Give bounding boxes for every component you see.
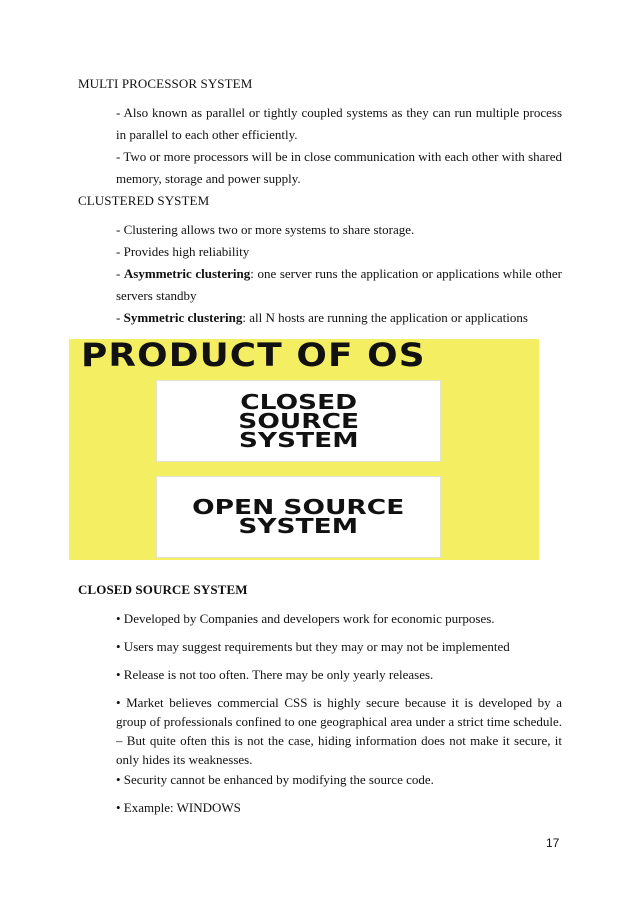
item-text: Provides high reliability	[123, 244, 250, 259]
open-source-box	[156, 476, 441, 558]
closed-source-bullet-4: • Market believes commercial CSS is highly secure because it is developed by a group of professionals confined to one geographical area under a strict time schedule. – But quite often this is not the case, hiding information does not make it secure, it only hides its weaknesses.	[116, 695, 562, 767]
box1-line-3: SYSTEM	[238, 427, 359, 452]
clustered-item-1	[116, 219, 562, 241]
clustered-item-4	[116, 307, 562, 329]
item-text: Clustering allows two or more systems to share storage.	[123, 222, 415, 237]
section-heading-closed-source: CLOSED SOURCE SYSTEM	[78, 582, 248, 597]
item-prefix: -	[116, 244, 124, 259]
closed-source-bullet-5: • Security cannot be enhanced by modifying the source code.	[116, 772, 434, 787]
closed-source-box	[156, 380, 441, 462]
item-bold-term: Asymmetric clustering	[123, 266, 251, 281]
closed-source-bullet-6: • Example: WINDOWS	[116, 800, 241, 815]
clustered-item-3	[116, 263, 562, 307]
closed-source-bullet-3: • Release is not too often. There may be only yearly releases.	[116, 667, 434, 682]
item-prefix: -	[116, 222, 124, 237]
paragraph-multi-1: - Also known as parallel or tightly coupled systems as they can run multiple process in parallel to each other efficiently.	[116, 105, 562, 142]
closed-source-bullet-2: • Users may suggest requirements but they may or may not be implemented	[116, 639, 510, 654]
clustered-item-2	[116, 241, 562, 263]
item-text: : all N hosts are running the application or applications	[242, 310, 528, 325]
page-number: 17	[546, 836, 560, 850]
banner-title: PRODUCT OF OS	[81, 339, 426, 374]
item-prefix: -	[116, 266, 124, 281]
section-heading-multi-processor: MULTI PROCESSOR SYSTEM	[78, 76, 253, 91]
paragraph-multi-2: - Two or more processors will be in close communication with each other with shared memory, storage and power supply.	[116, 149, 562, 186]
item-prefix: -	[116, 310, 124, 325]
box2-line-2: SYSTEM	[238, 514, 359, 538]
section-heading-clustered: CLUSTERED SYSTEM	[78, 193, 210, 208]
item-bold-term: Symmetric clustering	[123, 310, 243, 325]
box1-line-2: SOURCE	[238, 408, 359, 433]
item-text: : one server runs the application or applications while other servers standby	[116, 266, 562, 303]
box2-line-1: OPEN SOURCE	[192, 495, 405, 519]
box1-line-1: CLOSED	[240, 389, 357, 414]
closed-source-bullet-1: • Developed by Companies and developers work for economic purposes.	[116, 611, 495, 626]
product-of-os-banner	[69, 339, 539, 560]
